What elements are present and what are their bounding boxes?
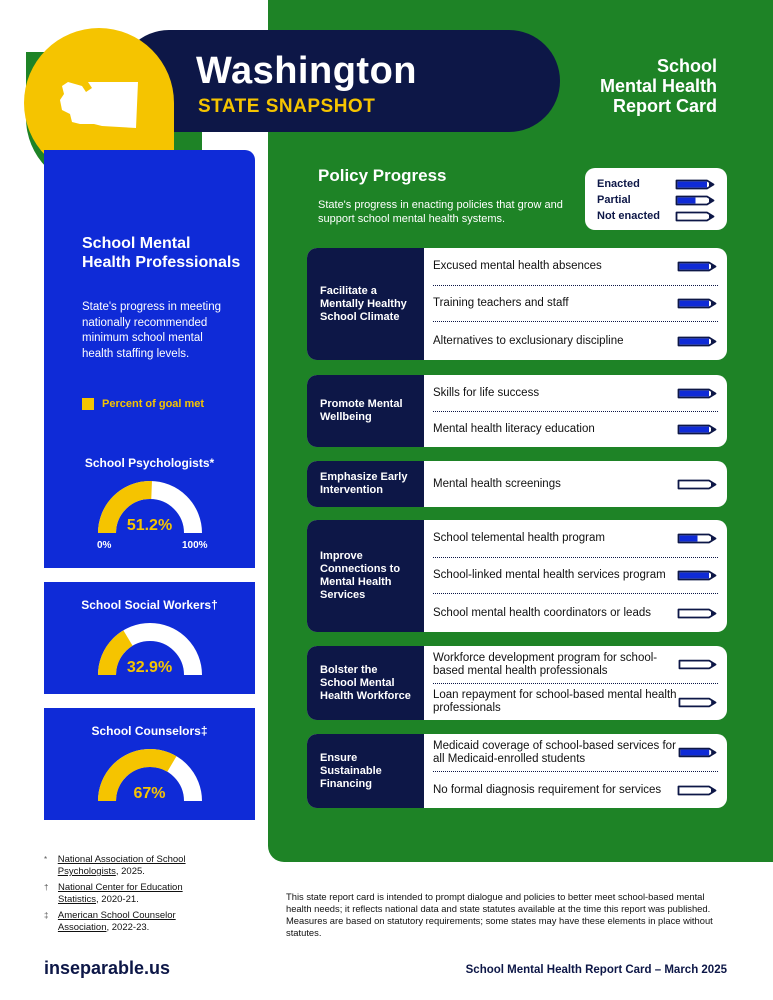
pencil-body [679, 786, 716, 794]
policy-item: School mental health coordinators or leads [424, 594, 727, 632]
gauge-min-label: 0% [97, 540, 112, 551]
pencil-icon [677, 298, 717, 309]
group-label: Promote Mental Wellbeing [307, 375, 424, 447]
pencil-body [679, 698, 715, 706]
policy-group-early-intervention [307, 461, 727, 507]
professionals-title: School Mental Health Professionals [82, 235, 241, 271]
footnote-link[interactable]: National Association of School Psychologists [57, 854, 186, 877]
footnote-link[interactable]: American School Counselor Association [57, 910, 176, 933]
percent-legend-swatch [82, 398, 94, 410]
gauge-title-counselors: School Counselors‡ [91, 724, 208, 738]
pencil-icon [675, 195, 715, 206]
pencil-fill [680, 750, 709, 756]
group-label: Improve Connections to Mental Health Services [307, 520, 424, 632]
legend-row-not-enacted: Not enacted [597, 208, 715, 224]
policy-item: Skills for life success [433, 375, 718, 412]
counselors-panel [44, 708, 255, 820]
policy-group-climate [307, 248, 727, 360]
professionals-description: State's progress in meeting nationally recommended minimum school mental health staffing levels. [82, 301, 221, 360]
policy-item: Loan repayment for school-based mental health professionals [424, 684, 727, 720]
pencil-icon [678, 697, 717, 708]
pencil-fill [680, 264, 710, 270]
disclaimer: This state report card is intended to prompt dialogue and policies to better meet school-based mental health needs; it reflects national data and state statutes available at the time this report was published. Measures are based on statutory requirements; some states may have these elements in place without statutes. [286, 891, 713, 938]
gauge-value-psychologists: 51.2% [126, 517, 173, 534]
gauge-title-social-workers: School Social Workers† [81, 598, 218, 612]
pencil-icon [678, 747, 717, 758]
group-label: Bolster the School Mental Health Workforce [307, 646, 424, 720]
legend-row-enacted: Enacted [597, 176, 715, 192]
policy-item: Excused mental health absences [433, 248, 718, 286]
footnote: ‡ American School Counselor Association, 2022-23. [44, 910, 176, 933]
pencil-icon [677, 479, 717, 490]
policy-item: No formal diagnosis requirement for services [424, 772, 727, 808]
pencil-icon [677, 785, 717, 796]
professionals-panel [44, 150, 255, 568]
percent-legend: Percent of goal met [82, 398, 204, 410]
social-workers-panel [44, 582, 255, 694]
policy-item: Medicaid coverage of school-based services for all Medicaid-enrolled students [433, 734, 718, 772]
policy-group-financing [307, 734, 727, 808]
pencil-fill [678, 197, 696, 203]
policy-item: School-linked mental health services program [433, 558, 718, 594]
state-snapshot-label: STATE SNAPSHOT [198, 96, 376, 117]
footnote: * National Association of School Psychologists, 2025. [44, 854, 186, 877]
pencil-fill [680, 573, 710, 579]
washington-state-icon [58, 80, 140, 130]
policy-item: Training teachers and staff [433, 286, 718, 322]
policy-group-workforce [307, 646, 727, 720]
gauge-title-psychologists: School Psychologists* [84, 456, 215, 470]
policy-item: Workforce development program for school-based mental health professionals [433, 646, 718, 684]
policy-title: Policy Progress [318, 166, 447, 185]
group-label: Ensure Sustainable Financing [307, 734, 424, 808]
legend-row-partial: Partial [597, 192, 715, 208]
gauge-max-label: 100% [182, 540, 208, 551]
policy-description: State's progress in enacting policies that grow and support school mental health systems. [318, 199, 563, 225]
pencil-fill [680, 338, 710, 344]
pencil-fill [680, 390, 710, 396]
pencil-icon [675, 211, 715, 222]
group-label: Facilitate a Mentally Healthy School Climate [307, 248, 424, 360]
site-url[interactable]: inseparable.us [44, 958, 171, 978]
footnote: † National Center for Education Statistics, 2020-21. [44, 882, 183, 905]
pencil-icon [677, 261, 717, 272]
pencil-icon [677, 570, 717, 581]
pencil-body [677, 212, 714, 220]
pencil-body [679, 609, 716, 617]
footnote-link[interactable]: National Center for Education Statistics [58, 882, 183, 905]
pencil-icon [678, 659, 717, 670]
policy-item: Mental health literacy education [424, 412, 727, 447]
policy-group-connections [307, 520, 727, 632]
pencil-fill [678, 181, 708, 187]
pencil-fill [680, 536, 698, 542]
policy-item: Alternatives to exclusionary discipline [424, 322, 727, 360]
policy-item: Mental health screenings [424, 461, 727, 507]
policy-item: School telemental health program [433, 520, 718, 558]
footer-report-title: School Mental Health Report Card – March 2025 [465, 964, 727, 976]
pencil-fill [680, 301, 710, 307]
pencil-icon [677, 336, 717, 347]
pencil-fill [680, 427, 710, 433]
pencil-body [679, 661, 715, 669]
footnotes [44, 854, 214, 938]
gauge-value-social-workers: 32.9% [126, 659, 173, 676]
gauge-value-counselors: 67% [133, 785, 166, 802]
pencil-icon [677, 533, 717, 544]
pencil-icon [677, 424, 717, 435]
status-legend [585, 168, 727, 230]
policy-group-wellbeing [307, 375, 727, 447]
group-label: Emphasize Early Intervention [307, 461, 424, 507]
pencil-icon [677, 608, 717, 619]
pencil-icon [675, 179, 715, 190]
report-title: School Mental Health Report Card [599, 56, 717, 116]
pencil-icon [677, 388, 717, 399]
pencil-body [679, 480, 716, 488]
state-title: Washington [196, 50, 417, 92]
